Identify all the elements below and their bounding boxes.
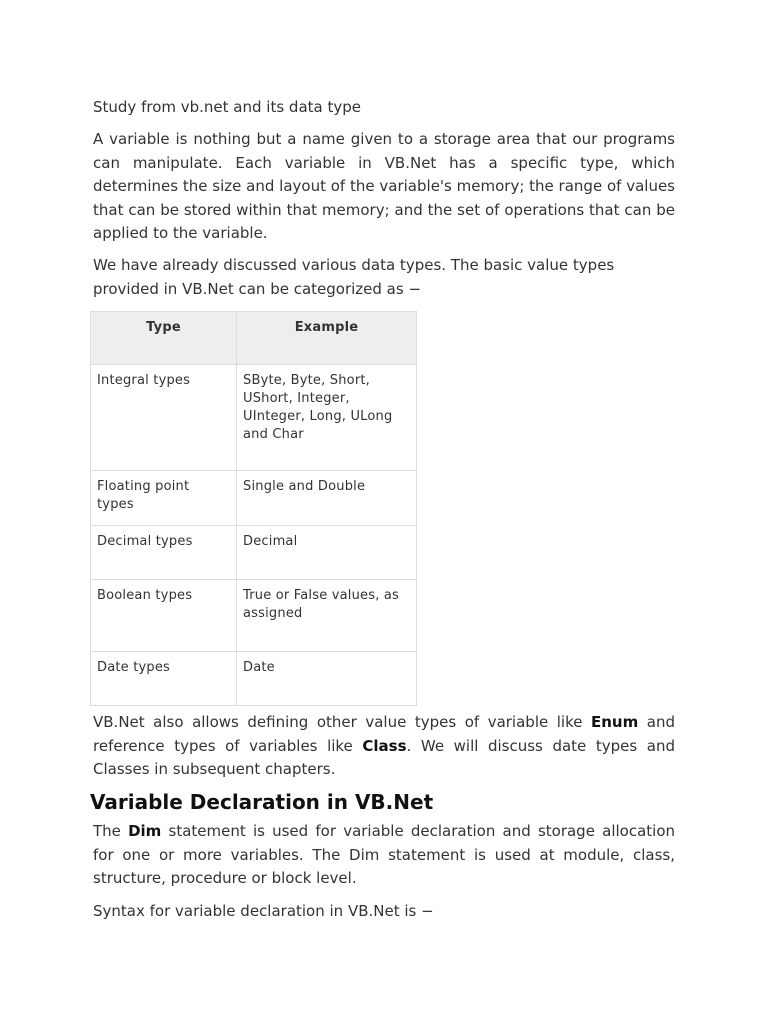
table-row — [91, 471, 417, 526]
table-row — [91, 526, 417, 580]
type-cell: Date types — [91, 652, 237, 706]
other-value-types-paragraph — [93, 711, 675, 781]
text-run: and reference types of variables like — [93, 713, 675, 755]
example-cell: Decimal — [237, 526, 417, 580]
example-cell: Date — [237, 652, 417, 706]
document-page — [90, 96, 675, 923]
text-run: The — [93, 822, 129, 841]
table-row — [91, 365, 417, 471]
example-cell: True or False values, as assigned — [237, 580, 417, 652]
type-cell: Integral types — [91, 365, 237, 471]
intro-line: Study from vb.net and its data type — [93, 98, 361, 116]
value-types-table — [90, 311, 417, 706]
text-run: . We will discuss date types and Classes in subsequent chapters. — [93, 736, 675, 779]
section-heading: Variable Declaration in VB.Net — [90, 790, 434, 815]
class-keyword: Class — [362, 736, 407, 755]
dim-statement-paragraph — [93, 820, 675, 890]
table-header-type: Type — [91, 312, 237, 365]
type-cell: Floating point types — [91, 471, 237, 526]
variable-definition-paragraph: A variable is nothing but a name given to a storage area that our programs can manipulate. Each variable in VB.Net has a specific type, which determines the size and layout of the variable's memory; the range of values that can be stored within that memory; and the set of operations that can be applied to the variable. — [93, 130, 675, 243]
example-cell: Single and Double — [237, 471, 417, 526]
syntax-intro-paragraph: Syntax for variable declaration in VB.Net is − — [93, 901, 434, 920]
table-row — [91, 652, 417, 706]
dim-keyword: Dim — [128, 822, 162, 841]
example-cell: SByte, Byte, Short, UShort, Integer, UInteger, Long, ULong and Char — [237, 365, 417, 471]
table-header-row — [91, 312, 417, 365]
enum-keyword: Enum — [591, 713, 639, 732]
type-cell: Decimal types — [91, 526, 237, 580]
table-header-example: Example — [237, 312, 417, 365]
text-run: VB.Net also allows defining other value types of variable like — [93, 713, 591, 732]
type-cell: Boolean types — [91, 580, 237, 652]
text-run: statement is used for variable declaration and storage allocation for one or more variables. The Dim statement is used at module, class, structure, procedure or block level. — [93, 822, 675, 888]
value-types-intro-paragraph: We have already discussed various data types. The basic value types provided in VB.Net can be categorized as − — [93, 256, 615, 298]
table-row — [91, 580, 417, 652]
